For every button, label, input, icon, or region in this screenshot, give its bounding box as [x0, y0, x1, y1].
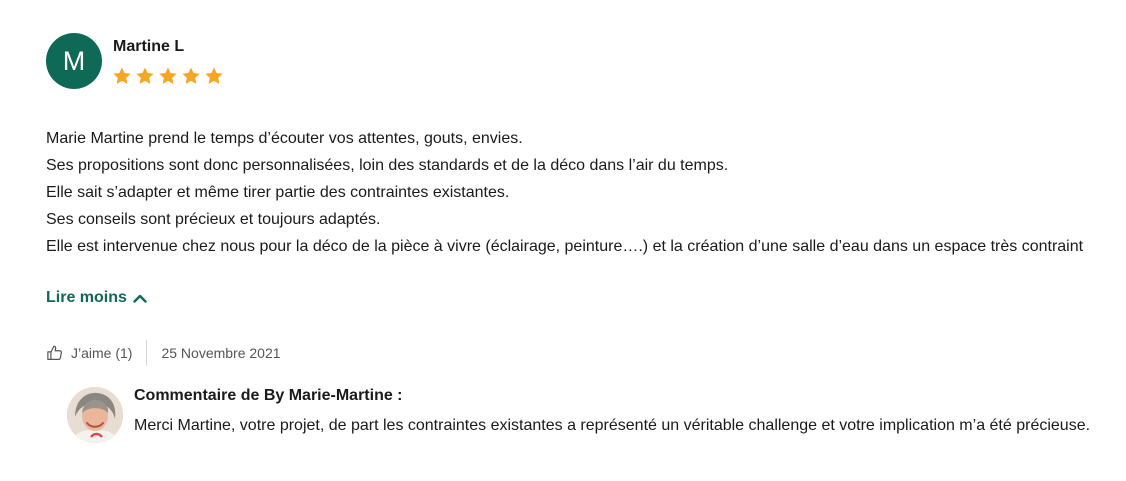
review-line: Ses conseils sont précieux et toujours adaptés. — [46, 211, 381, 228]
reply-title: Commentaire de By Marie-Martine : — [134, 387, 403, 404]
rating-stars — [112, 66, 224, 86]
star-icon — [112, 66, 132, 86]
review-line: Ses propositions sont donc personnalisées, loin des standards et de la déco dans l’air du temps. — [46, 157, 729, 174]
review-line: Marie Martine prend le temps d’écouter vos attentes, gouts, envies. — [46, 130, 523, 147]
author-name: Martine L — [113, 38, 185, 55]
review-line: Elle sait s’adapter et même tirer partie des contraintes existantes. — [46, 184, 510, 201]
avatar-initial: M — [62, 45, 86, 76]
avatar — [46, 33, 102, 89]
chevron-up-icon — [133, 293, 147, 303]
reply-text: Merci Martine, votre projet, de part les contraintes existantes a représenté un véritable challenge et votre implication m’a été précieuse. — [134, 417, 1091, 434]
star-icon — [135, 66, 155, 86]
read-less-link[interactable] — [46, 289, 147, 307]
review-meta — [46, 340, 281, 366]
review-line: Elle est intervenue chez nous pour la déco de la pièce à vivre (éclairage, peinture….) et la création d’une salle d’eau dans un espace très contraint — [46, 238, 1084, 255]
reply-avatar — [67, 387, 123, 443]
review-date: 25 Novembre 2021 — [161, 345, 281, 361]
star-icon — [181, 66, 201, 86]
thumbs-up-icon — [46, 344, 64, 362]
divider — [146, 340, 147, 366]
star-icon — [158, 66, 178, 86]
like-button[interactable] — [46, 344, 146, 362]
like-label: J’aime (1) — [71, 345, 133, 361]
review-body — [46, 125, 1096, 260]
read-less-label: Lire moins — [46, 289, 127, 306]
star-icon — [204, 66, 224, 86]
